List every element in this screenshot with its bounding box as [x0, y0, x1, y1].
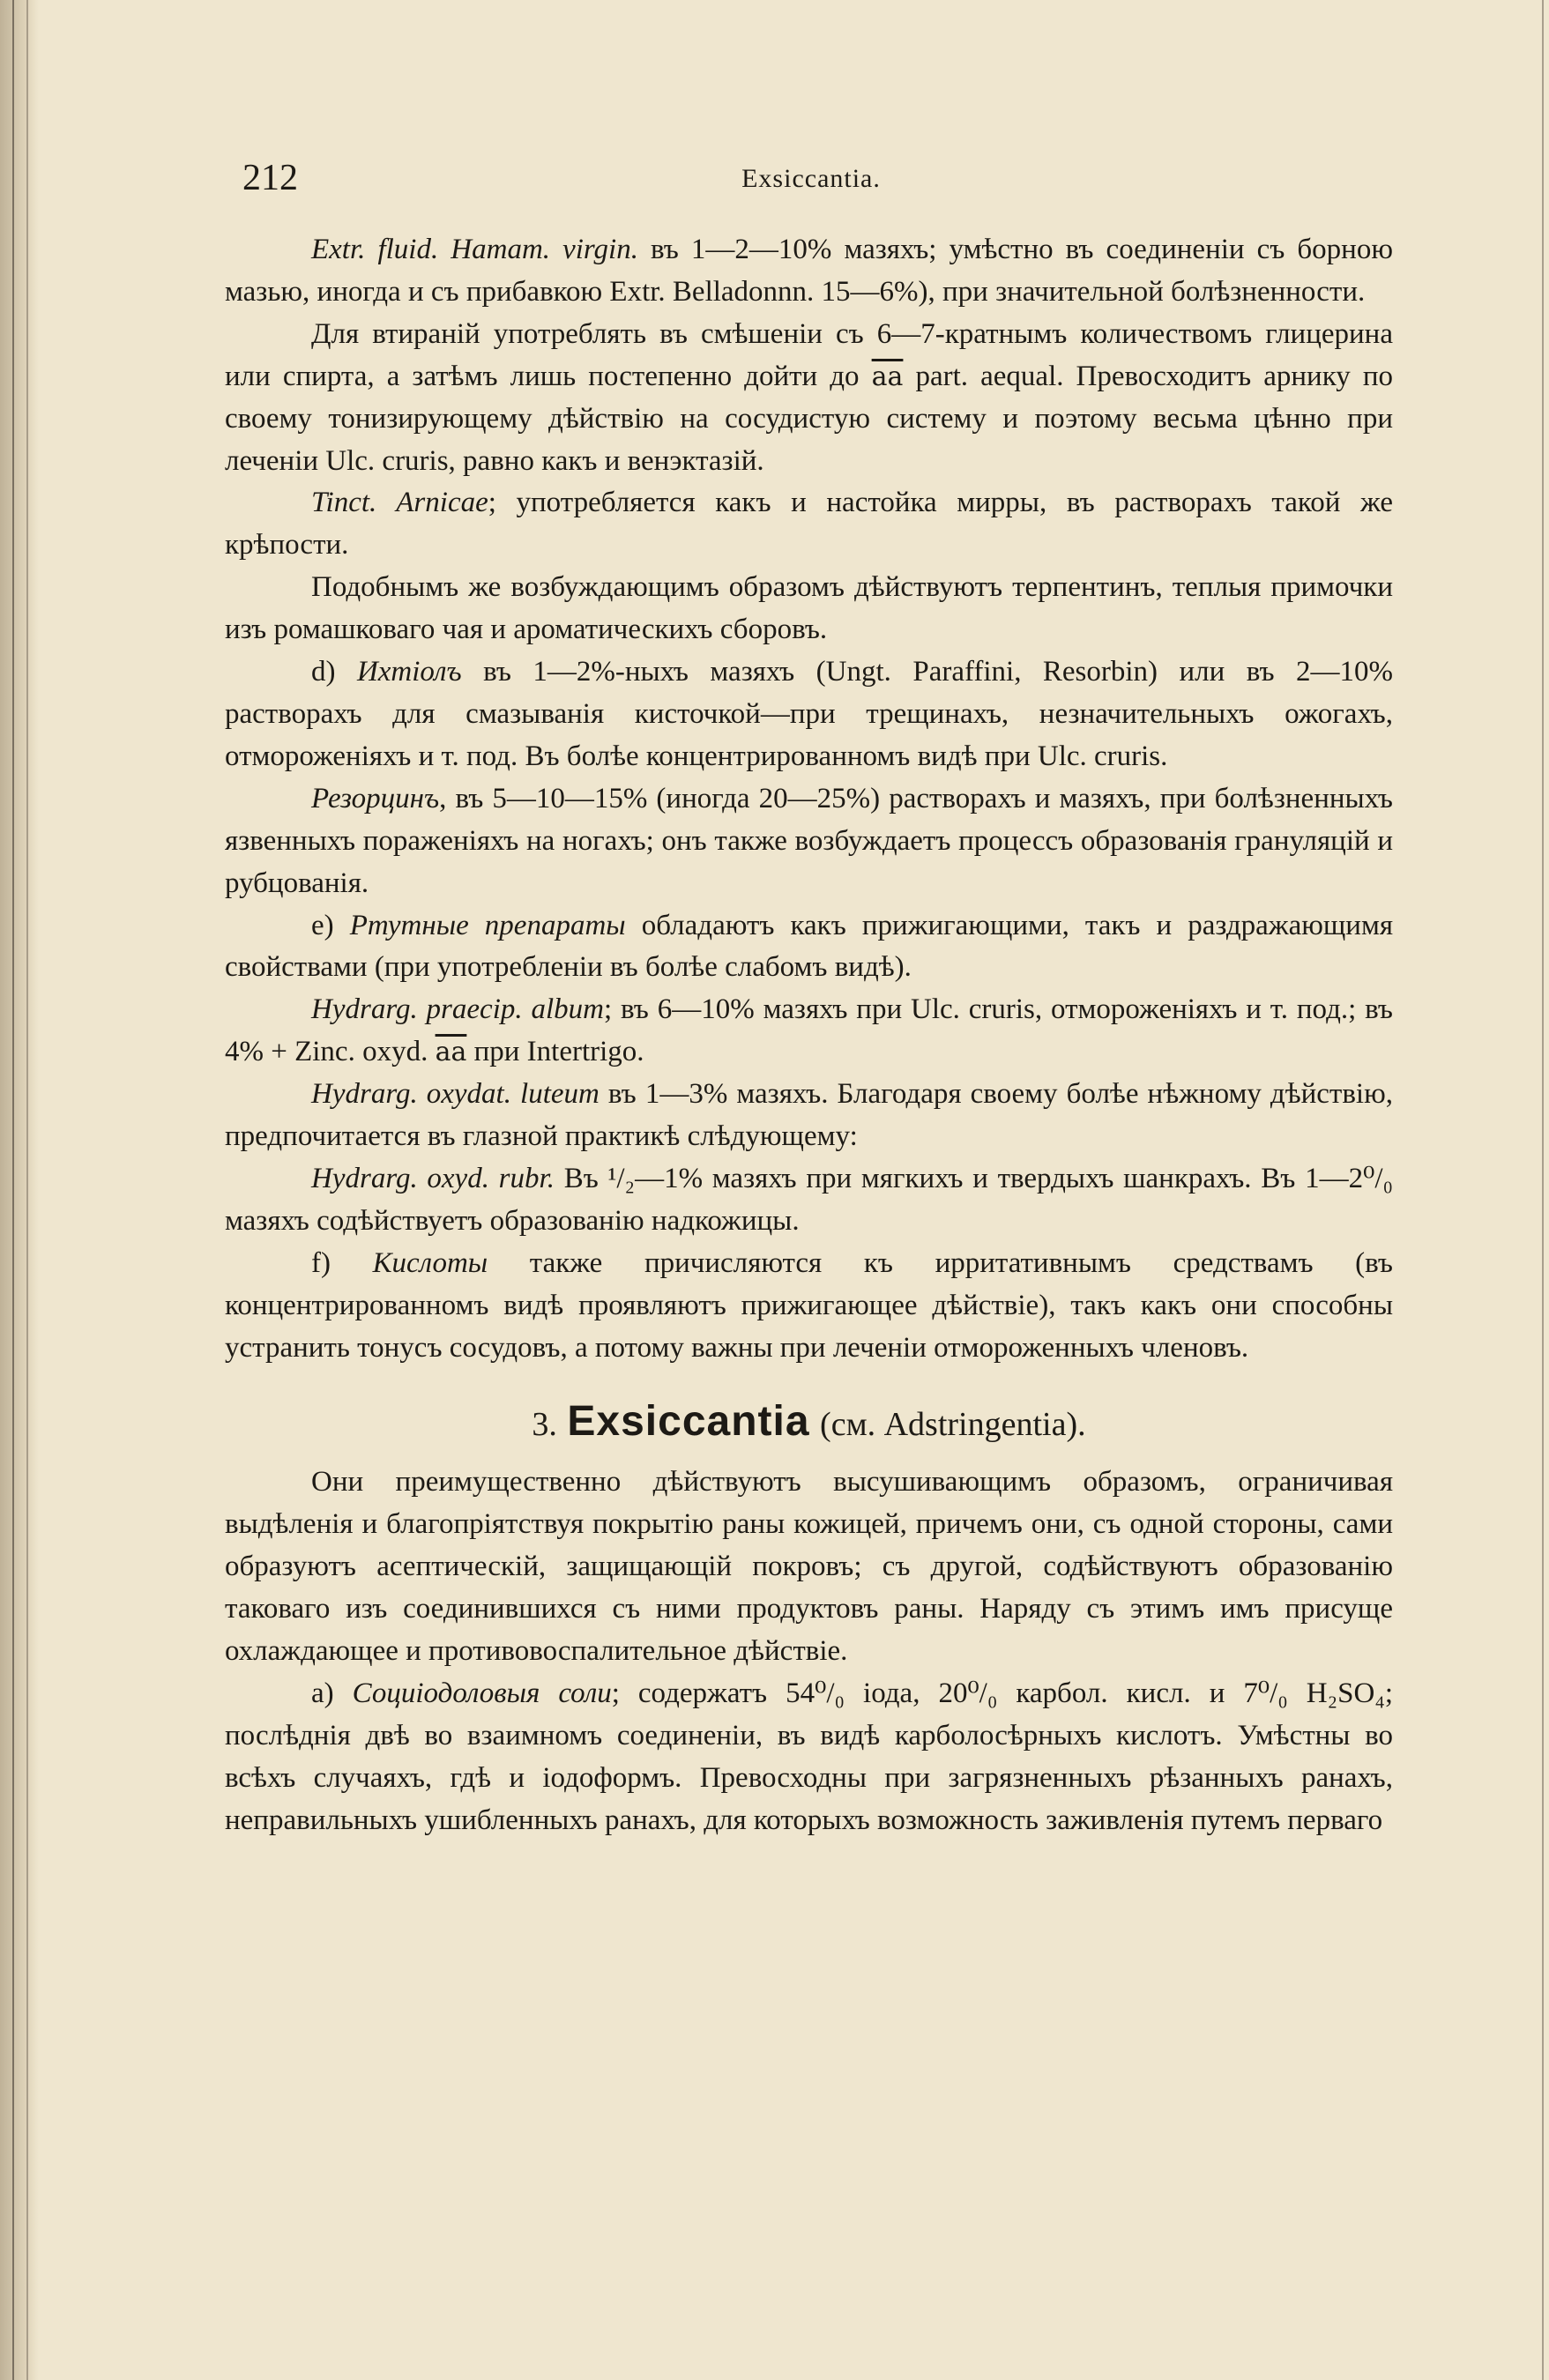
- text-run: обладаютъ какъ прижигающими, такъ и раздражающимя свойствами (при употребленіи въ болѣе слабомъ видѣ).: [225, 909, 1394, 984]
- paragraph: [225, 1074, 1393, 1158]
- page-number: 212: [242, 158, 298, 198]
- section-title: Exsiccantia: [567, 1398, 810, 1446]
- italic-term: Кислоты: [372, 1246, 488, 1279]
- text-run: Подобнымъ же возбуждающимъ образомъ дѣйствуютъ терпентинъ, теплыя примочки изъ ромашковаго чая и ароматическихъ сборовъ.: [225, 571, 1393, 646]
- text-run: ; содержатъ 54⁰/₀ іода, 20⁰/₀ карбол. кисл. и 7⁰/₀ H₂SO₄; послѣднія двѣ во взаимномъ соединеніи, въ видѣ карболосѣрныхъ кислотъ. Умѣстны во всѣхъ случаяхъ, гдѣ и іодоформъ. Превосходны при загрязненныхъ рѣзанныхъ ранахъ, неправильныхъ ушибленныхъ ранахъ, для которыхъ возможность заживленія путемъ перваго: [225, 1677, 1393, 1836]
- italic-term: Hydrarg. oxydat. luteum: [311, 1078, 599, 1111]
- section-note: (см. Adstringentia).: [820, 1406, 1086, 1444]
- italic-term: Социіодоловыя соли: [352, 1677, 612, 1709]
- text-run: part. aequal. Превосходитъ арнику по своему тонизирующему дѣйствію на сосудистую систему и поэтому весьма цѣнно при леченіи Ulc. cruris, равно какъ и венэктазій.: [225, 360, 1393, 477]
- paragraph: [225, 482, 1393, 567]
- italic-term: Резорцинъ: [311, 782, 440, 814]
- text-run: Для втираній употреблять въ смѣшеніи съ 6—7-кратнымъ количествомъ глицерина или спирта, а затѣмъ лишь постепенно дойти до: [225, 317, 1393, 392]
- italic-term: Extr. fluid. Hamam. virgin.: [311, 234, 638, 265]
- italic-term: Hydrarg. praecip. album: [311, 993, 604, 1026]
- text-run: въ 1—2%-ныхъ мазяхъ (Ungt. Paraffini, Resorbin) или въ 2—10% растворахъ для смазыванія кисточкой—при трещинахъ, незначительныхъ ожогахъ, отмороженіяхъ и т. под. Въ болѣе концентрированномъ видѣ при Ulc. cruris.: [225, 656, 1393, 772]
- page-edge-line: [1542, 0, 1544, 2380]
- text-run: a): [311, 1677, 353, 1709]
- italic-term: Ртутные препараты: [349, 909, 626, 941]
- page-header: [242, 157, 1380, 201]
- text-run: также причисляются къ ирритативнымъ средствамъ (въ концентрированномъ видѣ проявляютъ прижигающее дѣйствіе), такъ какъ они способны устранить тонусъ сосудовъ, а потому важны при леченіи отмороженныхъ членовъ.: [225, 1246, 1393, 1364]
- text-run: f): [311, 1246, 373, 1279]
- ana-sign: $\overline{aa}$: [871, 361, 904, 392]
- paragraph-group-1: [225, 229, 1393, 1369]
- text-run: ; въ 6—10% мазяхъ при Ulc. cruris, отмороженіяхъ и т. под.; въ 4% + Zinc. oxyd.: [225, 993, 1393, 1068]
- section-heading: [225, 1390, 1393, 1456]
- text-run: , въ 5—10—15% (иногда 20—25%) растворахъ и мазяхъ, при болѣзненныхъ язвенныхъ пораженіяхъ на ногахъ; онъ также возбуждаетъ процессъ образованія грануляцій и рубцованія.: [225, 782, 1393, 899]
- text-run: ; употребляется какъ и настойка мирры, въ растворахъ такой же крѣпости.: [225, 487, 1394, 562]
- paragraph: [225, 651, 1393, 778]
- paragraph: [225, 778, 1393, 905]
- ana-sign: $\overline{aa}$: [435, 1037, 467, 1068]
- italic-term: Ихтіолъ: [356, 656, 462, 688]
- paragraph: [225, 1243, 1393, 1370]
- section-number: 3.: [532, 1406, 557, 1444]
- binding-edge-line: [12, 0, 14, 2380]
- body-text: [225, 229, 1393, 1842]
- text-run: при Intertrigo.: [466, 1036, 644, 1068]
- italic-term: Hydrarg. oxyd. rubr.: [311, 1162, 555, 1194]
- text-run: Въ ¹/₂—1% мазяхъ при мягкихъ и твердыхъ шанкрахъ. Въ 1—2⁰/₀ мазяхъ содѣйствуетъ образованію надкожицы.: [225, 1162, 1393, 1237]
- spine-shadow: [0, 0, 39, 2380]
- italic-term: Tinct. Arnicae: [311, 487, 488, 519]
- paragraph: [225, 229, 1393, 314]
- text-run: Они преимущественно дѣйствуютъ высушивающимъ образомъ, ограничивая выдѣленія и благопріятствуя покрытію раны кожицей, причемъ они, съ одной стороны, сами образуютъ асептическій, защищающій покровъ; съ другой, содѣйствуютъ образованію таковаго изъ соединившихся съ ними продуктовъ раны. Наряду съ этимъ имъ присуще охлаждающее и противовоспалительное дѣйствіе.: [225, 1466, 1393, 1668]
- text-run: въ 1—3% мазяхъ. Благодаря своему болѣе нѣжному дѣйствію, предпочитается въ глазной практикѣ слѣдующему:: [225, 1078, 1393, 1153]
- paragraph: [225, 1158, 1393, 1243]
- text-run: d): [311, 656, 357, 688]
- text-run: e): [311, 909, 350, 941]
- binding-edge-line-inner: [26, 0, 28, 2380]
- paragraph: [225, 1673, 1393, 1842]
- paragraph: [225, 314, 1393, 483]
- paragraph: [225, 1461, 1393, 1673]
- running-head: Exsiccantia.: [741, 164, 881, 193]
- text-run: въ 1—2—10% мазяхъ; умѣстно въ соединеніи съ борною мазью, иногда и съ прибавкою Extr. Belladonnn. 15—6%), при значительной болѣзненности.: [225, 234, 1393, 308]
- paragraph-group-2: [225, 1461, 1393, 1841]
- paragraph: [225, 905, 1393, 990]
- paragraph: [225, 567, 1393, 651]
- paragraph: [225, 989, 1393, 1074]
